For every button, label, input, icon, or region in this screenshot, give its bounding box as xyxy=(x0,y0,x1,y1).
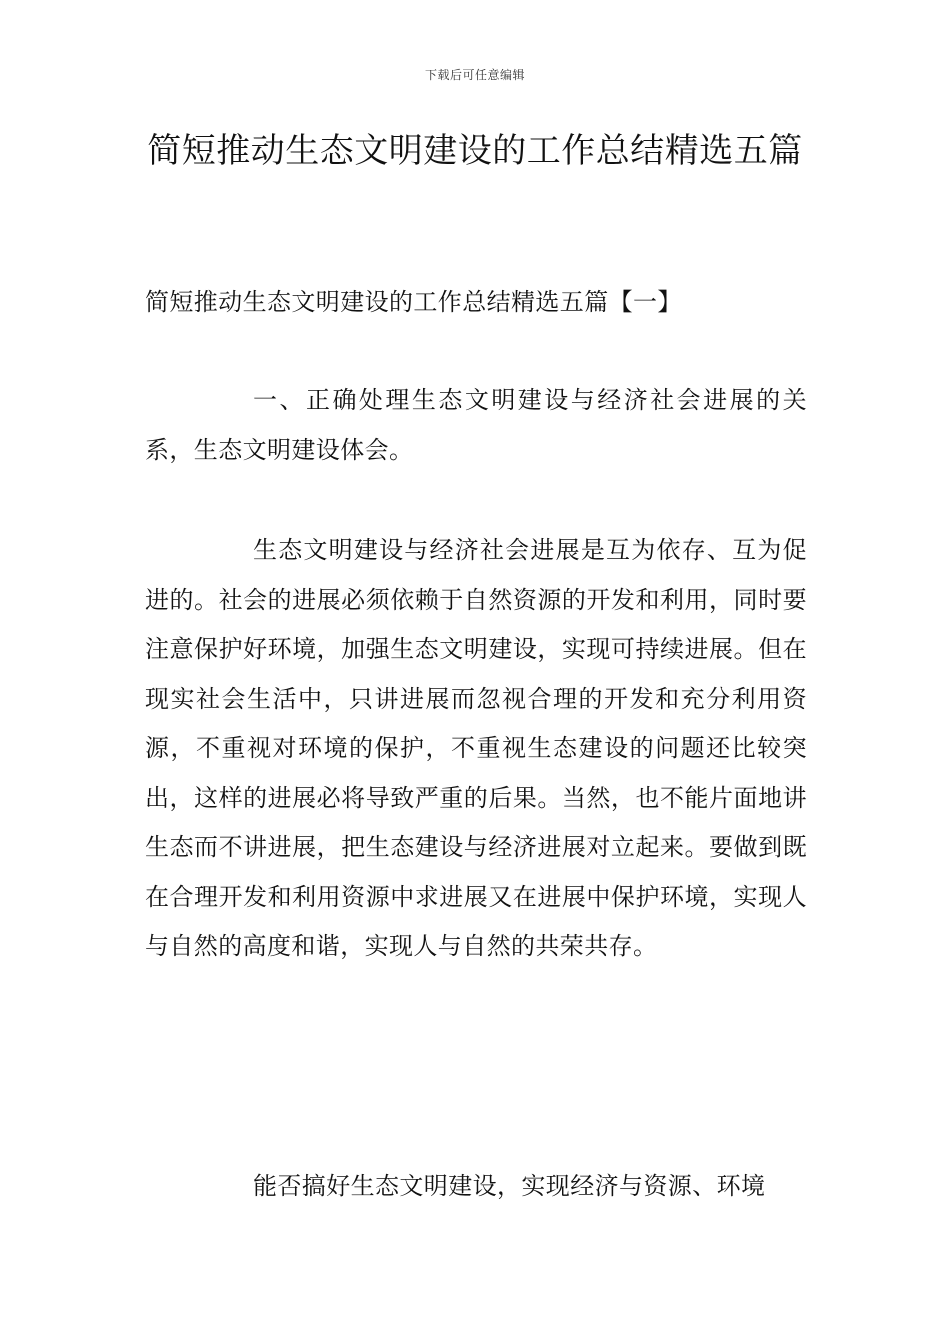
paragraph-2: 生态文明建设与经济社会进展是互为依存、互为促进的。社会的进展必须依赖于自然资源的开发和利用，同时要注意保护好环境，加强生态文明建设，实现可持续进展。但在现实社会生活中，只讲进展而忽视合理的开发和充分利用资源，不重视对环境的保护，不重视生态建设的问题还比较突出，这样的进展必将导致严重的后果。当然，也不能片面地讲生态而不讲进展，把生态建设与经济进展对立起来。要做到既在合理开发和利用资源中求进展又在进展中保护环境，实现人与自然的高度和谐，实现人与自然的共荣共存。 xyxy=(145,536,807,960)
section-subtitle: 简短推动生态文明建设的工作总结精选五篇【一】 xyxy=(145,288,682,316)
document-title: 简短推动生态文明建设的工作总结精选五篇 xyxy=(147,131,803,171)
paragraph-3: 能否搞好生态文明建设，实现经济与资源、环境 xyxy=(253,1172,766,1200)
paragraph-1: 一、正确处理生态文明建设与经济社会进展的关系，生态文明建设体会。 xyxy=(145,386,807,464)
header-note: 下载后可任意编辑 xyxy=(424,68,525,82)
